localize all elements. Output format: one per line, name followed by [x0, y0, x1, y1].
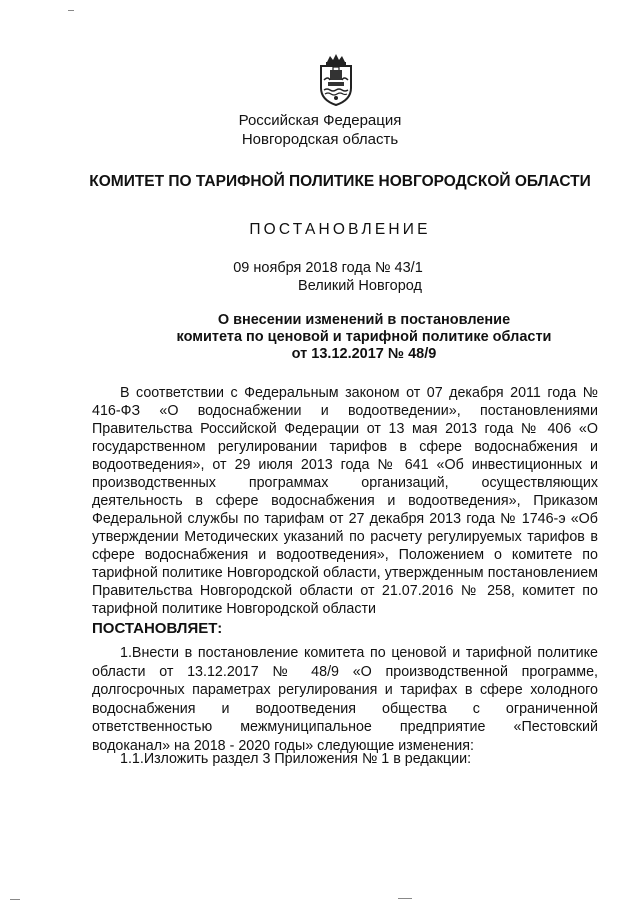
document-type: ПОСТАНОВЛЕНИЕ [249, 221, 431, 238]
resolves-heading: ПОСТАНОВЛЯЕТ: [92, 620, 223, 637]
country-name: Российская Федерация [238, 112, 402, 129]
coat-of-arms-icon [313, 54, 359, 106]
scan-artifact [398, 898, 412, 899]
committee-title: КОМИТЕТ ПО ТАРИФНОЙ ПОЛИТИКЕ НОВГОРОДСКОЙ ОБЛАСТИ [89, 173, 591, 190]
scan-artifact [10, 899, 20, 900]
subject-line-2: комитета по ценовой и тарифной политике области [176, 329, 552, 345]
region-name: Новгородская область [241, 131, 399, 148]
subject-line-1: О внесении изменений в постановление [217, 312, 511, 328]
item-1-paragraph: 1.Внести в постановление комитета по ценовой и тарифной политике области от 13.12.2017 № 48/9 «О производственной программе, долгосрочных параметрах регулирования и тарифах в сфере холодного водоснабжения и водоотведения общества с ограниченной ответственностью межмуниципальное предприятие «Пестовский водоканал» на 2018 - 2020 годы» следующие изменения: [92, 645, 598, 754]
preamble-paragraph: В соответствии с Федеральным законом от 07 декабря 2011 года № 416-ФЗ «О водоснабжении и водоотведении», постановлениями Правительства Российской Федерации от 13 мая 2013 года № 406 «О государственном регулировании тарифов в сфере водоснабжения и водоотведения», от 29 июля 2013 года № 641 «Об инвестиционных и производственных программах организаций, осуществляющих деятельность в сфере водоснабжения и водоотведения», Приказом Федеральной службы по тарифам от 27 декабря 2013 года № 1746-э «Об утверждении Методических указаний по расчету регулируемых тарифов в сфере водоснабжения и водоотведения», Положением о комитете по тарифной политике Новгородской области, утвержденным постановлением Правительства Новгородской области от 21.07.2016 № 258, комитет по тарифной политике Новгородской области [92, 385, 598, 617]
date-and-number: 09 ноября 2018 года № 43/1 [233, 260, 423, 276]
item-1-1-paragraph: 1.1.Изложить раздел 3 Приложения № 1 в редакции: [120, 751, 472, 767]
city-name: Великий Новгород [298, 278, 422, 294]
scan-artifact [68, 10, 74, 11]
subject-line-3: от 13.12.2017 № 48/9 [291, 346, 437, 362]
